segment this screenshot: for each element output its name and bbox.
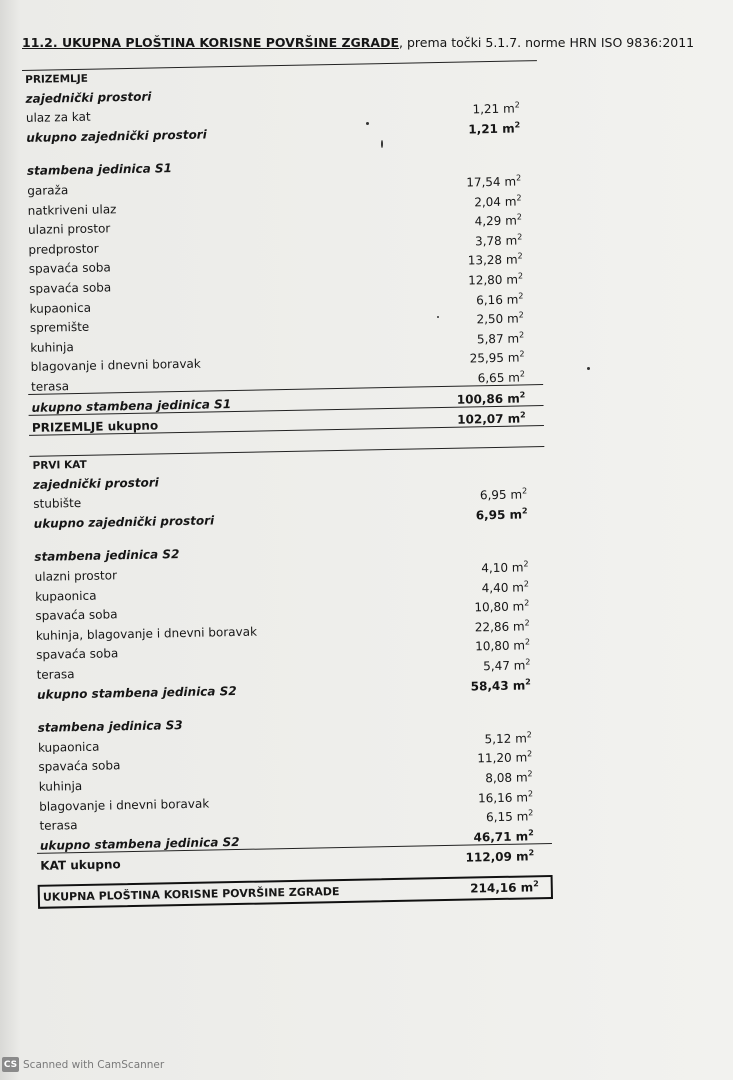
ground-total-row: PRIZEMLJE ukupno 102,07 $m^2$ (29, 405, 544, 436)
room-area: 17,54 $m^2$ (466, 173, 522, 190)
room-area: 10,80 $m^2$ (475, 637, 531, 654)
room-area: 16,16 $m^2$ (477, 788, 534, 805)
room-area: 5,47 $m^2$ (483, 657, 531, 674)
room-area: 5,87 $m^2$ (476, 330, 525, 347)
room-area: 4,10 $m^2$ (481, 559, 529, 576)
room-area: 2,50 $m^2$ (476, 310, 524, 327)
subtotal-row: ukupno zajednički prostori 1,21 $m^2$ (26, 120, 521, 145)
room-label: ulazni prostor (34, 568, 118, 584)
page-title (22, 35, 727, 50)
section-first-floor: PRVI KAT (29, 446, 544, 472)
room-label: ulazni prostor (27, 221, 111, 238)
room-area: 8,08 $m^2$ (485, 769, 533, 786)
room-label: kupaonica (34, 588, 97, 604)
room-label: spavaća soba (36, 646, 119, 663)
room-label: kupaonica (29, 300, 92, 316)
room-label: spavaća soba (28, 260, 111, 277)
ground-s1-rows (24, 168, 543, 393)
room-area: 11,20 $m^2$ (477, 749, 533, 766)
room-area: 10,80 $m^2$ (474, 598, 530, 615)
group-heading: stambena jedinica S1 (26, 161, 173, 179)
scan-speck (381, 140, 383, 148)
room-area: 6,95 $m^2$ (479, 486, 528, 503)
room-label: spavaća soba (29, 280, 112, 296)
room-area: 2,04 $m^2$ (474, 192, 522, 209)
group-heading: stambena jedinica S2 (34, 547, 180, 565)
scanner-text: Scanned with CamScanner (23, 1058, 165, 1071)
room-label: kupaonica (37, 739, 100, 755)
room-area: 1,21 $m^2$ (472, 100, 520, 117)
room-area: 22,86 $m^2$ (474, 618, 530, 635)
subtotal-row: ukupno zajednički prostori 6,95 $m^2$ (33, 506, 528, 531)
scanner-footer (2, 1057, 164, 1072)
room-label: spavaća soba (38, 758, 121, 775)
scan-speck (587, 367, 590, 370)
room-area: 5,12 $m^2$ (484, 730, 532, 747)
room-area: 12,80 $m^2$ (468, 271, 524, 288)
room-area: 4,40 $m^2$ (481, 579, 530, 595)
group-heading: zajednički prostori (25, 89, 152, 106)
room-label: kuhinja, blagovanje i dnevni boravak (35, 624, 258, 643)
subtotal-row: ukupno stambena jedinica S2 58,43 $m^2$ (36, 676, 531, 702)
room-label: spremište (29, 319, 90, 336)
room-label: natkriveni ulaz (27, 201, 117, 218)
room-label: kuhinja (38, 778, 83, 794)
camscanner-logo-icon: CS (2, 1057, 19, 1072)
area-table (22, 60, 553, 909)
section-ground: PRIZEMLJE (22, 60, 537, 86)
first-s3-rows (35, 725, 552, 833)
room-area: 6,65 $m^2$ (477, 369, 526, 386)
scan-speck (366, 122, 369, 125)
scan-speck (437, 316, 439, 318)
room-area: 6,15 $m^2$ (485, 808, 534, 825)
group-heading: zajednički prostori (32, 475, 159, 492)
room-label: terasa (39, 818, 78, 833)
room-label: blagovanje i dnevni boravak (39, 796, 210, 814)
room-label: ulaz za kat (25, 109, 91, 126)
room-label: garaža (27, 183, 69, 198)
first-s2-rows (31, 554, 548, 681)
subtotal-row: ukupno stambena jedinica S1 100,86 $m^2$ (28, 384, 543, 414)
room-label: terasa (30, 379, 70, 394)
room-area: 25,95 $m^2$ (469, 349, 525, 366)
room-area: 3,78 $m^2$ (474, 232, 523, 249)
room-area: 6,16 $m^2$ (476, 290, 524, 307)
room-label: terasa (36, 667, 75, 682)
room-label: predprostor (28, 241, 99, 257)
grand-total-label: UKUPNA PLOŠTINA KORISNE POVRŠINE ZGRADE (42, 884, 340, 904)
subtotal-row: ukupno stambena jedinica S2 46,71 $m^2$ (39, 828, 534, 853)
room-label: spavaća soba (35, 607, 118, 624)
room-label: stubište (33, 496, 82, 512)
room-area: 13,28 $m^2$ (467, 251, 523, 268)
title-bold: 11.2. UKUPNA PLOŠTINA KORISNE POVRŠINE ZGRADE (22, 35, 400, 50)
grand-total-box (38, 875, 553, 909)
group-heading: stambena jedinica S3 (37, 718, 183, 736)
grand-total-value: 214,16 $m^2$ (470, 879, 539, 896)
room-label: blagovanje i dnevni boravak (30, 356, 201, 375)
room-label: kuhinja (30, 339, 74, 355)
first-total-row: KAT ukupno 112,09 $m^2$ (37, 843, 552, 873)
room-area: 4,29 $m^2$ (474, 212, 523, 229)
title-rest: , prema točki 5.1.7. norme HRN ISO 9836:2011 (399, 35, 695, 50)
